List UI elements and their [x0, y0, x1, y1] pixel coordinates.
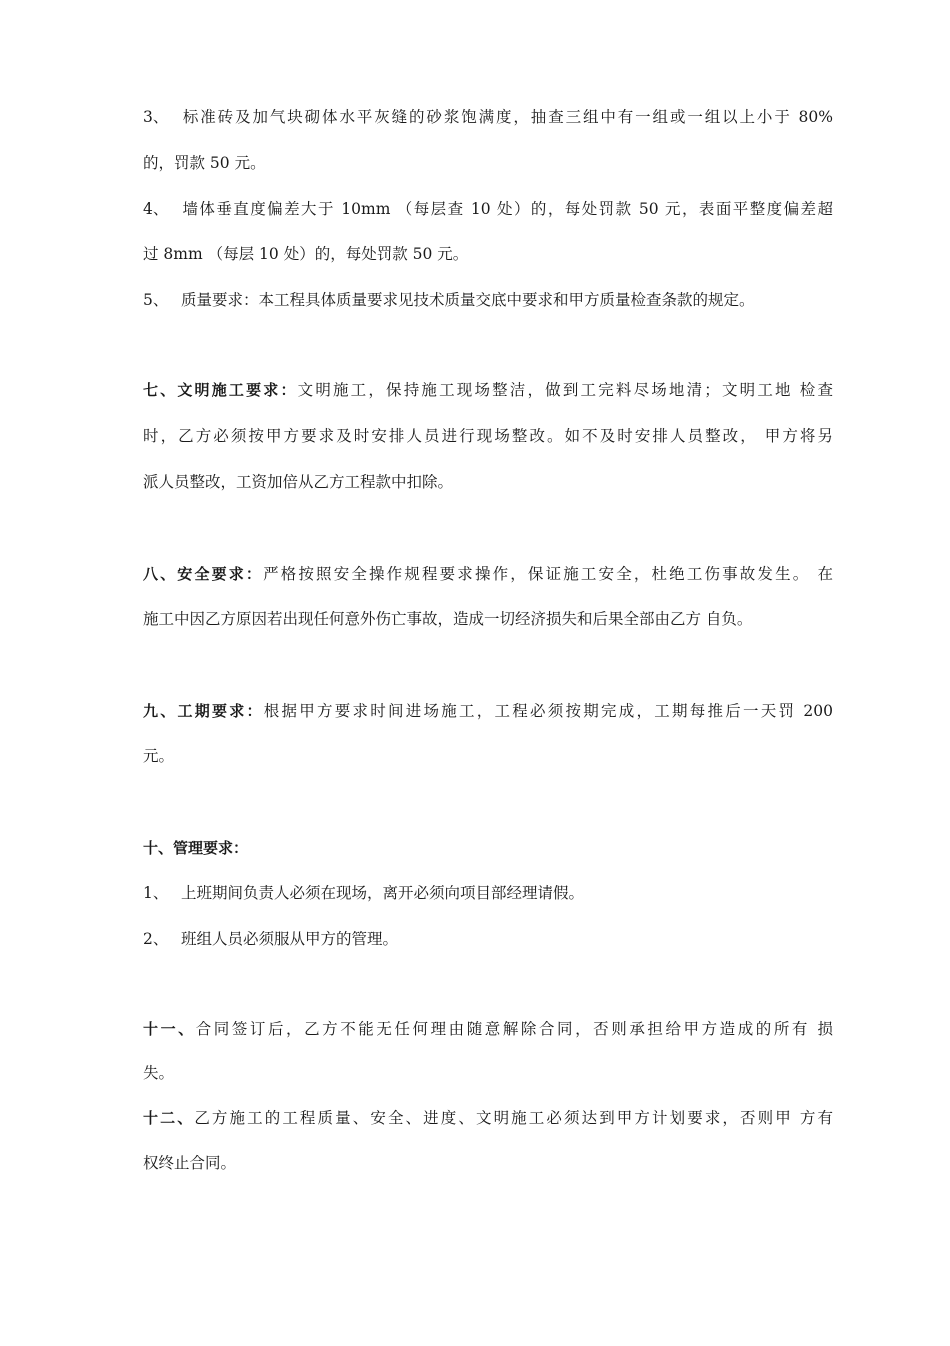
- section-9-title: 九、工期要求：: [143, 702, 264, 720]
- section-12-line-1: [143, 1107, 833, 1129]
- item-3-text: 标准砖及加气块砌体水平灰缝的砂浆饱满度，抽查三组中有一组或一组以上小于 80%: [181, 108, 833, 126]
- section-10-title: 十、管理要求：: [143, 839, 249, 857]
- section-8-title: 八、安全要求：: [143, 565, 264, 583]
- section-12-text-1: 乙方施工的工程质量、安全、进度、文明施工必须达到甲方计划要求，否则甲 方有: [194, 1109, 833, 1127]
- item-4-text: 墙体垂直度偏差大于 10mm （每层查 10 处）的，每处罚款 50 元，表面平整度偏差超: [181, 200, 833, 218]
- item-3-line-1: [143, 106, 833, 128]
- item-3-line-2: 的，罚款 50 元。: [143, 154, 266, 172]
- section-9-line-1: [143, 700, 833, 722]
- section-10-item-1: [143, 882, 833, 904]
- section-10-title-line: [143, 837, 833, 859]
- section-12-line-2: 权终止合同。: [143, 1154, 237, 1172]
- section-7-line-3: 派人员整改，工资加倍从乙方工程款中扣除。: [143, 473, 454, 491]
- section-10-item-1-number: 1、: [143, 884, 169, 902]
- section-8-text-1: 严格按照安全操作规程要求操作，保证施工安全，杜绝工伤事故发生。 在: [263, 565, 833, 583]
- section-7-text-1: 文明施工，保持施工现场整洁，做到工完料尽场地清；文明工地 检查: [297, 381, 833, 399]
- section-10-item-2-text: 班组人员必须服从甲方的管理。: [181, 930, 399, 948]
- item-4-number: 4、: [143, 200, 169, 218]
- section-7-line-1: [143, 379, 833, 401]
- section-7-line-2: 时，乙方必须按甲方要求及时安排人员进行现场整改。如不及时安排人员整改， 甲方将另: [143, 427, 833, 445]
- section-12-title: 十二、: [143, 1109, 195, 1127]
- section-11-text-1: 合同签订后，乙方不能无任何理由随意解除合同，否则承担给甲方造成的所有 损: [195, 1020, 833, 1038]
- section-9-line-2: 元。: [143, 747, 175, 765]
- section-10-item-2: [143, 928, 833, 950]
- section-11-line-1: [143, 1018, 833, 1040]
- item-5-number: 5、: [143, 291, 169, 309]
- section-11-line-2: 失。: [143, 1064, 175, 1082]
- section-10-item-1-text: 上班期间负责人必须在现场，离开必须向项目部经理请假。: [181, 884, 585, 902]
- item-4-line-2: 过 8mm （每层 10 处）的，每处罚款 50 元。: [143, 245, 469, 263]
- section-9-text-1: 根据甲方要求时间进场施工，工程必须按期完成，工期每推后一天罚 200: [263, 702, 833, 720]
- item-5-text: 质量要求：本工程具体质量要求见技术质量交底中要求和甲方质量检查条款的规定。: [181, 291, 755, 309]
- section-11-title: 十一、: [143, 1020, 196, 1038]
- section-8-line-1: [143, 563, 833, 585]
- item-4-line-1: [143, 198, 833, 220]
- item-5-line-1: [143, 289, 833, 311]
- section-10-item-2-number: 2、: [143, 930, 169, 948]
- section-7-title: 七、文明施工要求：: [143, 381, 298, 399]
- item-3-number: 3、: [143, 108, 169, 126]
- section-8-line-2: 施工中因乙方原因若出现任何意外伤亡事故，造成一切经济损失和后果全部由乙方 自负。: [143, 610, 753, 628]
